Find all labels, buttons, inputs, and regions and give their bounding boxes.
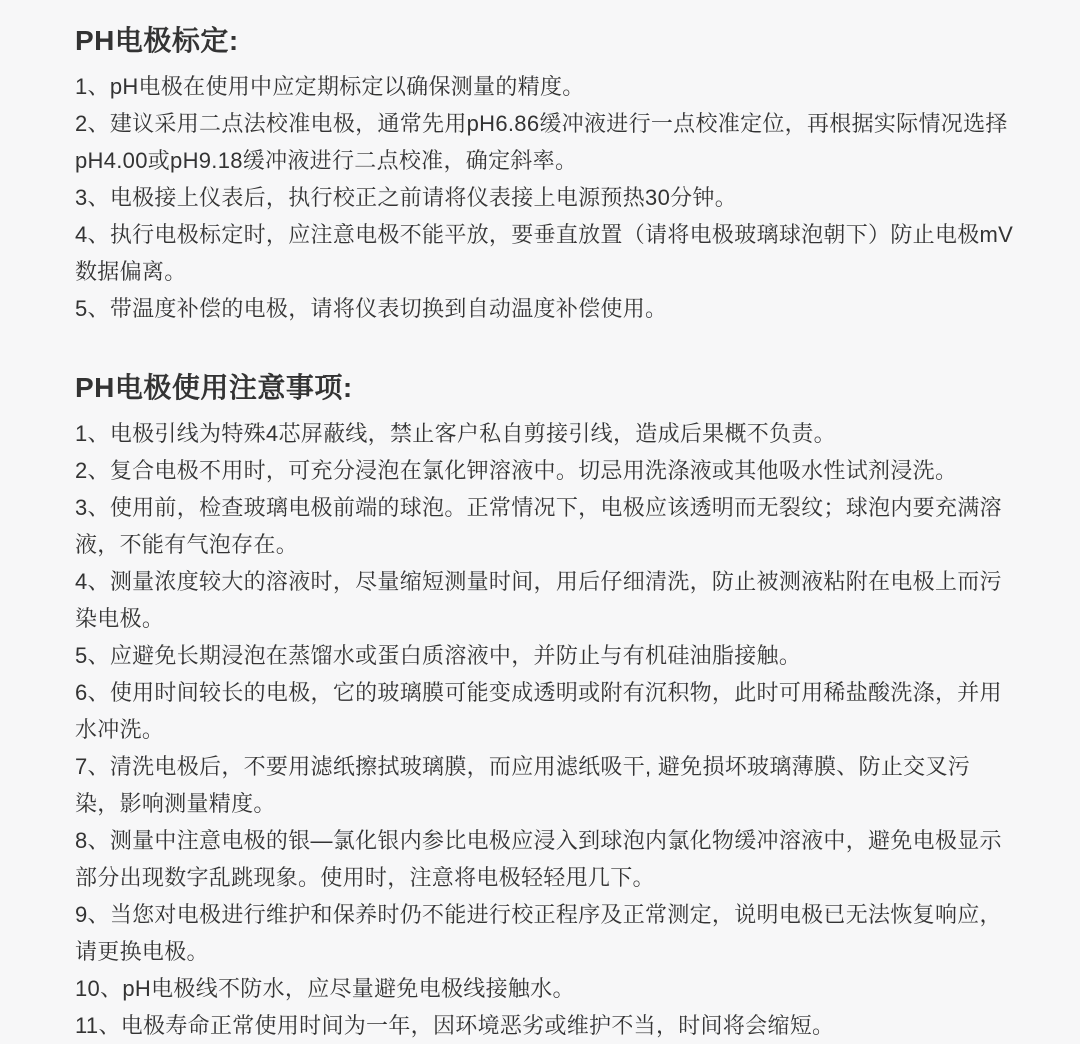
list-item: 2、复合电极不用时，可充分浸泡在氯化钾溶液中。切忌用洗涤液或其他吸水性试剂浸洗。: [75, 458, 958, 483]
list-item: 11、电极寿命正常使用时间为一年，因环境恶劣或维护不当，时间将会缩短。: [75, 1013, 835, 1038]
list-item: 10、pH电极线不防水，应尽量避免电极线接触水。: [75, 976, 575, 1001]
list-item: 3、使用前，检查玻璃电极前端的球泡。正常情况下，电极应该透明而无裂纹；球泡内要充满溶液，不能有气泡存在。: [75, 495, 1002, 557]
list-item: 7、清洗电极后，不要用滤纸擦拭玻璃膜，而应用滤纸吸干, 避免损坏玻璃薄膜、防止交叉污染，影响测量精度。: [75, 754, 971, 816]
list-item: 1、pH电极在使用中应定期标定以确保测量的精度。: [75, 74, 585, 99]
list-item: 5、带温度补偿的电极，请将仪表切换到自动温度补偿使用。: [75, 296, 668, 321]
list-item: 1、电极引线为特殊4芯屏蔽线，禁止客户私自剪接引线，造成后果概不负责。: [75, 421, 836, 446]
section-heading-usage-notes: PH电极使用注意事项:: [75, 372, 353, 403]
section-usage-notes: [75, 371, 1014, 1044]
list-item: 6、使用时间较长的电极，它的玻璃膜可能变成透明或附有沉积物，此时可用稀盐酸洗涤，并用水冲洗。: [75, 680, 1002, 742]
list-item: 3、电极接上仪表后，执行校正之前请将仪表接上电源预热30分钟。: [75, 185, 738, 210]
list-item: 4、测量浓度较大的溶液时，尽量缩短测量时间，用后仔细清洗，防止被测液粘附在电极上而污染电极。: [75, 569, 1002, 631]
list-item: 5、应避免长期浸泡在蒸馏水或蛋白质溶液中，并防止与有机硅油脂接触。: [75, 643, 802, 668]
section-calibration: [75, 24, 1014, 327]
list-item: 4、执行电极标定时，应注意电极不能平放，要垂直放置（请将电极玻璃球泡朝下）防止电极mV数据偏离。: [75, 222, 1014, 284]
section-heading-calibration: PH电极标定:: [75, 25, 239, 56]
list-item: 8、测量中注意电极的银—氯化银内参比电极应浸入到球泡内氯化物缓冲溶液中，避免电极显示部分出现数字乱跳现象。使用时，注意将电极轻轻甩几下。: [75, 828, 1002, 890]
list-item: 2、建议采用二点法校准电极，通常先用pH6.86缓冲液进行一点校准定位，再根据实际情况选择pH4.00或pH9.18缓冲液进行二点校准，确定斜率。: [75, 111, 1008, 173]
list-item: 9、当您对电极进行维护和保养时仍不能进行校正程序及正常测定，说明电极已无法恢复响应，请更换电极。: [75, 902, 1002, 964]
